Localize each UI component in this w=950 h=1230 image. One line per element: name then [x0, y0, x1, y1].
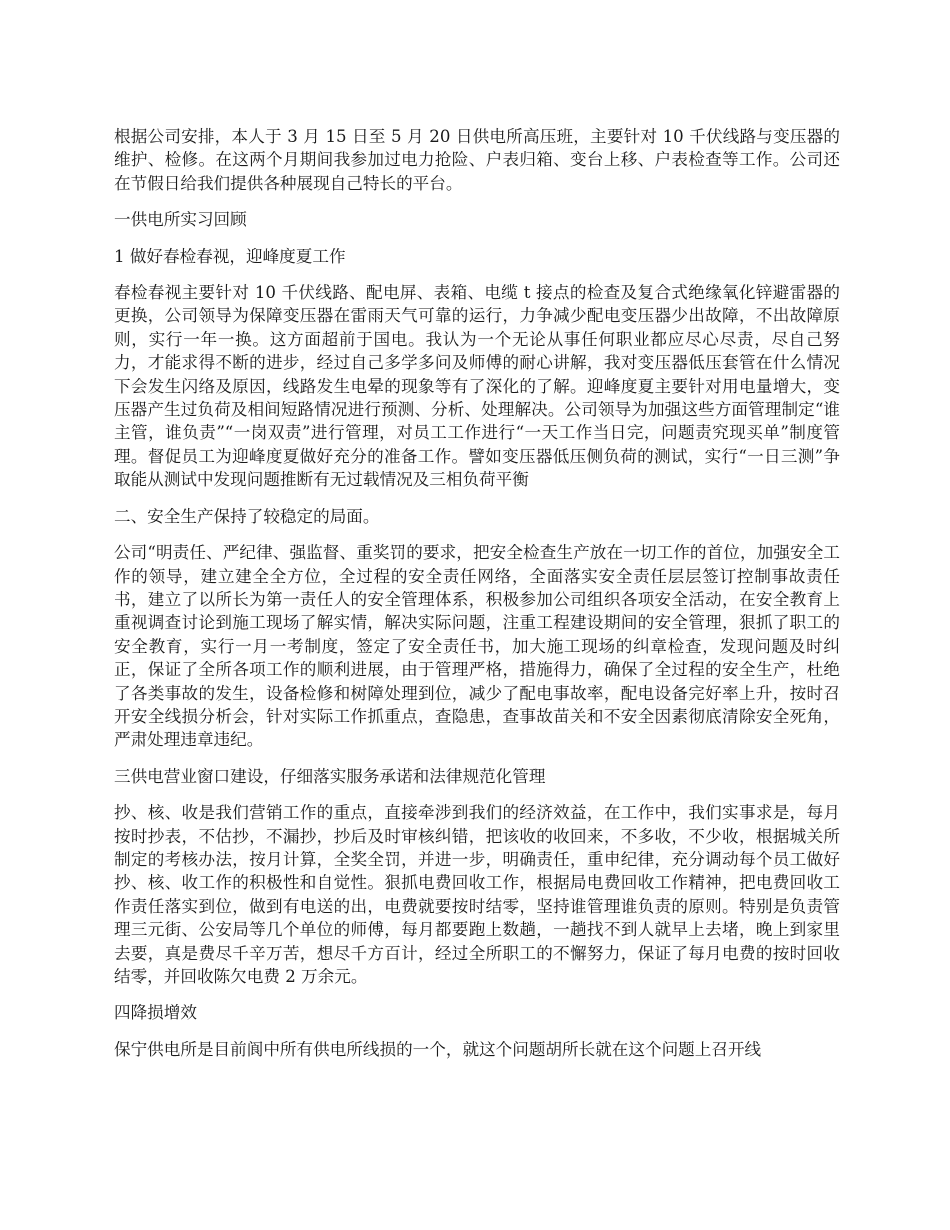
section-heading-service-window: 三供电营业窗口建设，仔细落实服务承诺和法律规范化管理: [114, 766, 546, 786]
loss-reduction-paragraph: 保宁供电所是目前阆中所有供电所线损的一个，就这个问题胡所长就在这个问题上召开线: [114, 1039, 762, 1059]
intro-paragraph: 根据公司安排，本人于 3 月 15 日至 5 月 20 日供电所高压班，主要针对 10 千伏线路与变压器的维护、检修。在这两个月期间我参加过电力抢险、户表归箱、变台上移、户表检查等工作。公司还在节假日给我们提供各种展现自己特长的平台。: [114, 127, 840, 193]
spring-inspection-paragraph: 春检春视主要针对 10 千伏线路、配电屏、表箱、电缆 t 接点的检查及复合式绝缘氧化锌避雷器的更换，公司领导为保障变压器在雷雨天气可靠的运行，力争减少配电变压器少出故障，不出故障原则，实行一年一换。这方面超前于国电。我认为一个无论从事任何职业都应尽心尽责，尽自己努力，才能求得不断的进步，经过自己多学多问及师傅的耐心讲解，我对变压器低压套管在什么情况下会发生闪络及原因，线路发生电晕的现象等有了深化的了解。迎峰度夏主要针对用电量增大，变压器产生过负荷及相间短路情况进行预测、分析、处理解决。公司领导为加强这些方面管理制定“谁主管，谁负责”“一岗双责”进行管理，对员工工作进行“一天工作当日完，问题责究现买单”制度管理。督促员工为迎峰度夏做好充分的准备工作。譬如变压器低压侧负荷的测试，实行“一日三测”争取能从测试中发现问题推断有无过载情况及三相负荷平衡: [114, 283, 840, 490]
billing-paragraph: 抄、核、收是我们营销工作的重点，直接牵涉到我们的经济效益，在工作中，我们实事求是，每月按时抄表，不估抄，不漏抄，抄后及时审核纠错，把该收的收回来，不多收，不少收，根据城关所制定的考核办法，按月计算，全奖全罚，并进一步，明确责任，重申纪律，充分调动每个员工做好抄、核、收工作的积极性和自觉性。狠抓电费回收工作，根据局电费回收工作精神，把电费回收工作责任落实到位，做到有电送的出，电费就要按时结零，坚持谁管理谁负责的原则。特别是负责管理三元街、公安局等几个单位的师傅，每月都要跑上数趟，一趟找不到人就早上去堵，晚上到家里去要，真是费尽千辛万苦，想尽千方百计，经过全所职工的不懈努力，保证了每月电费的按时回收结零，并回收陈欠电费 2 万余元。: [114, 803, 840, 986]
subsection-heading-spring-inspection: 1 做好春检春视，迎峰度夏工作: [114, 246, 346, 266]
safety-paragraph: 公司“明责任、严纪律、强监督、重奖罚的要求，把安全检查生产放在一切工作的首位，加强安全工作的领导，建立建全全方位，全过程的安全责任网络，全面落实安全责任层层签订控制事故责任书，建立了以所长为第一责任人的安全管理体系，积极参加公司组织各项安全活动，在安全教育上重视调查讨论到施工现场了解实情，解决实际问题，注重工程建设期间的安全管理，狠抓了职工的安全教育，实行一月一考制度，签定了安全责任书，加大施工现场的纠章检查，发现问题及时纠正，保证了全所各项工作的顺利进展，由于管理严格，措施得力，确保了全过程的安全生产，杜绝了各类事故的发生，设备检修和树障处理到位，减少了配电事故率，配电设备完好率上升，按时召开安全线损分析会，针对实际工作抓重点，查隐患，查事故苗关和不安全因素彻底清除安全死角，严肃处理违章违纪。: [114, 543, 840, 750]
section-heading-review: 一供电所实习回顾: [114, 210, 247, 230]
document-page: [114, 125, 840, 1074]
section-heading-loss-reduction: 四降损增效: [114, 1003, 197, 1023]
section-heading-safety: 二、安全生产保持了较稳定的局面。: [114, 506, 380, 526]
